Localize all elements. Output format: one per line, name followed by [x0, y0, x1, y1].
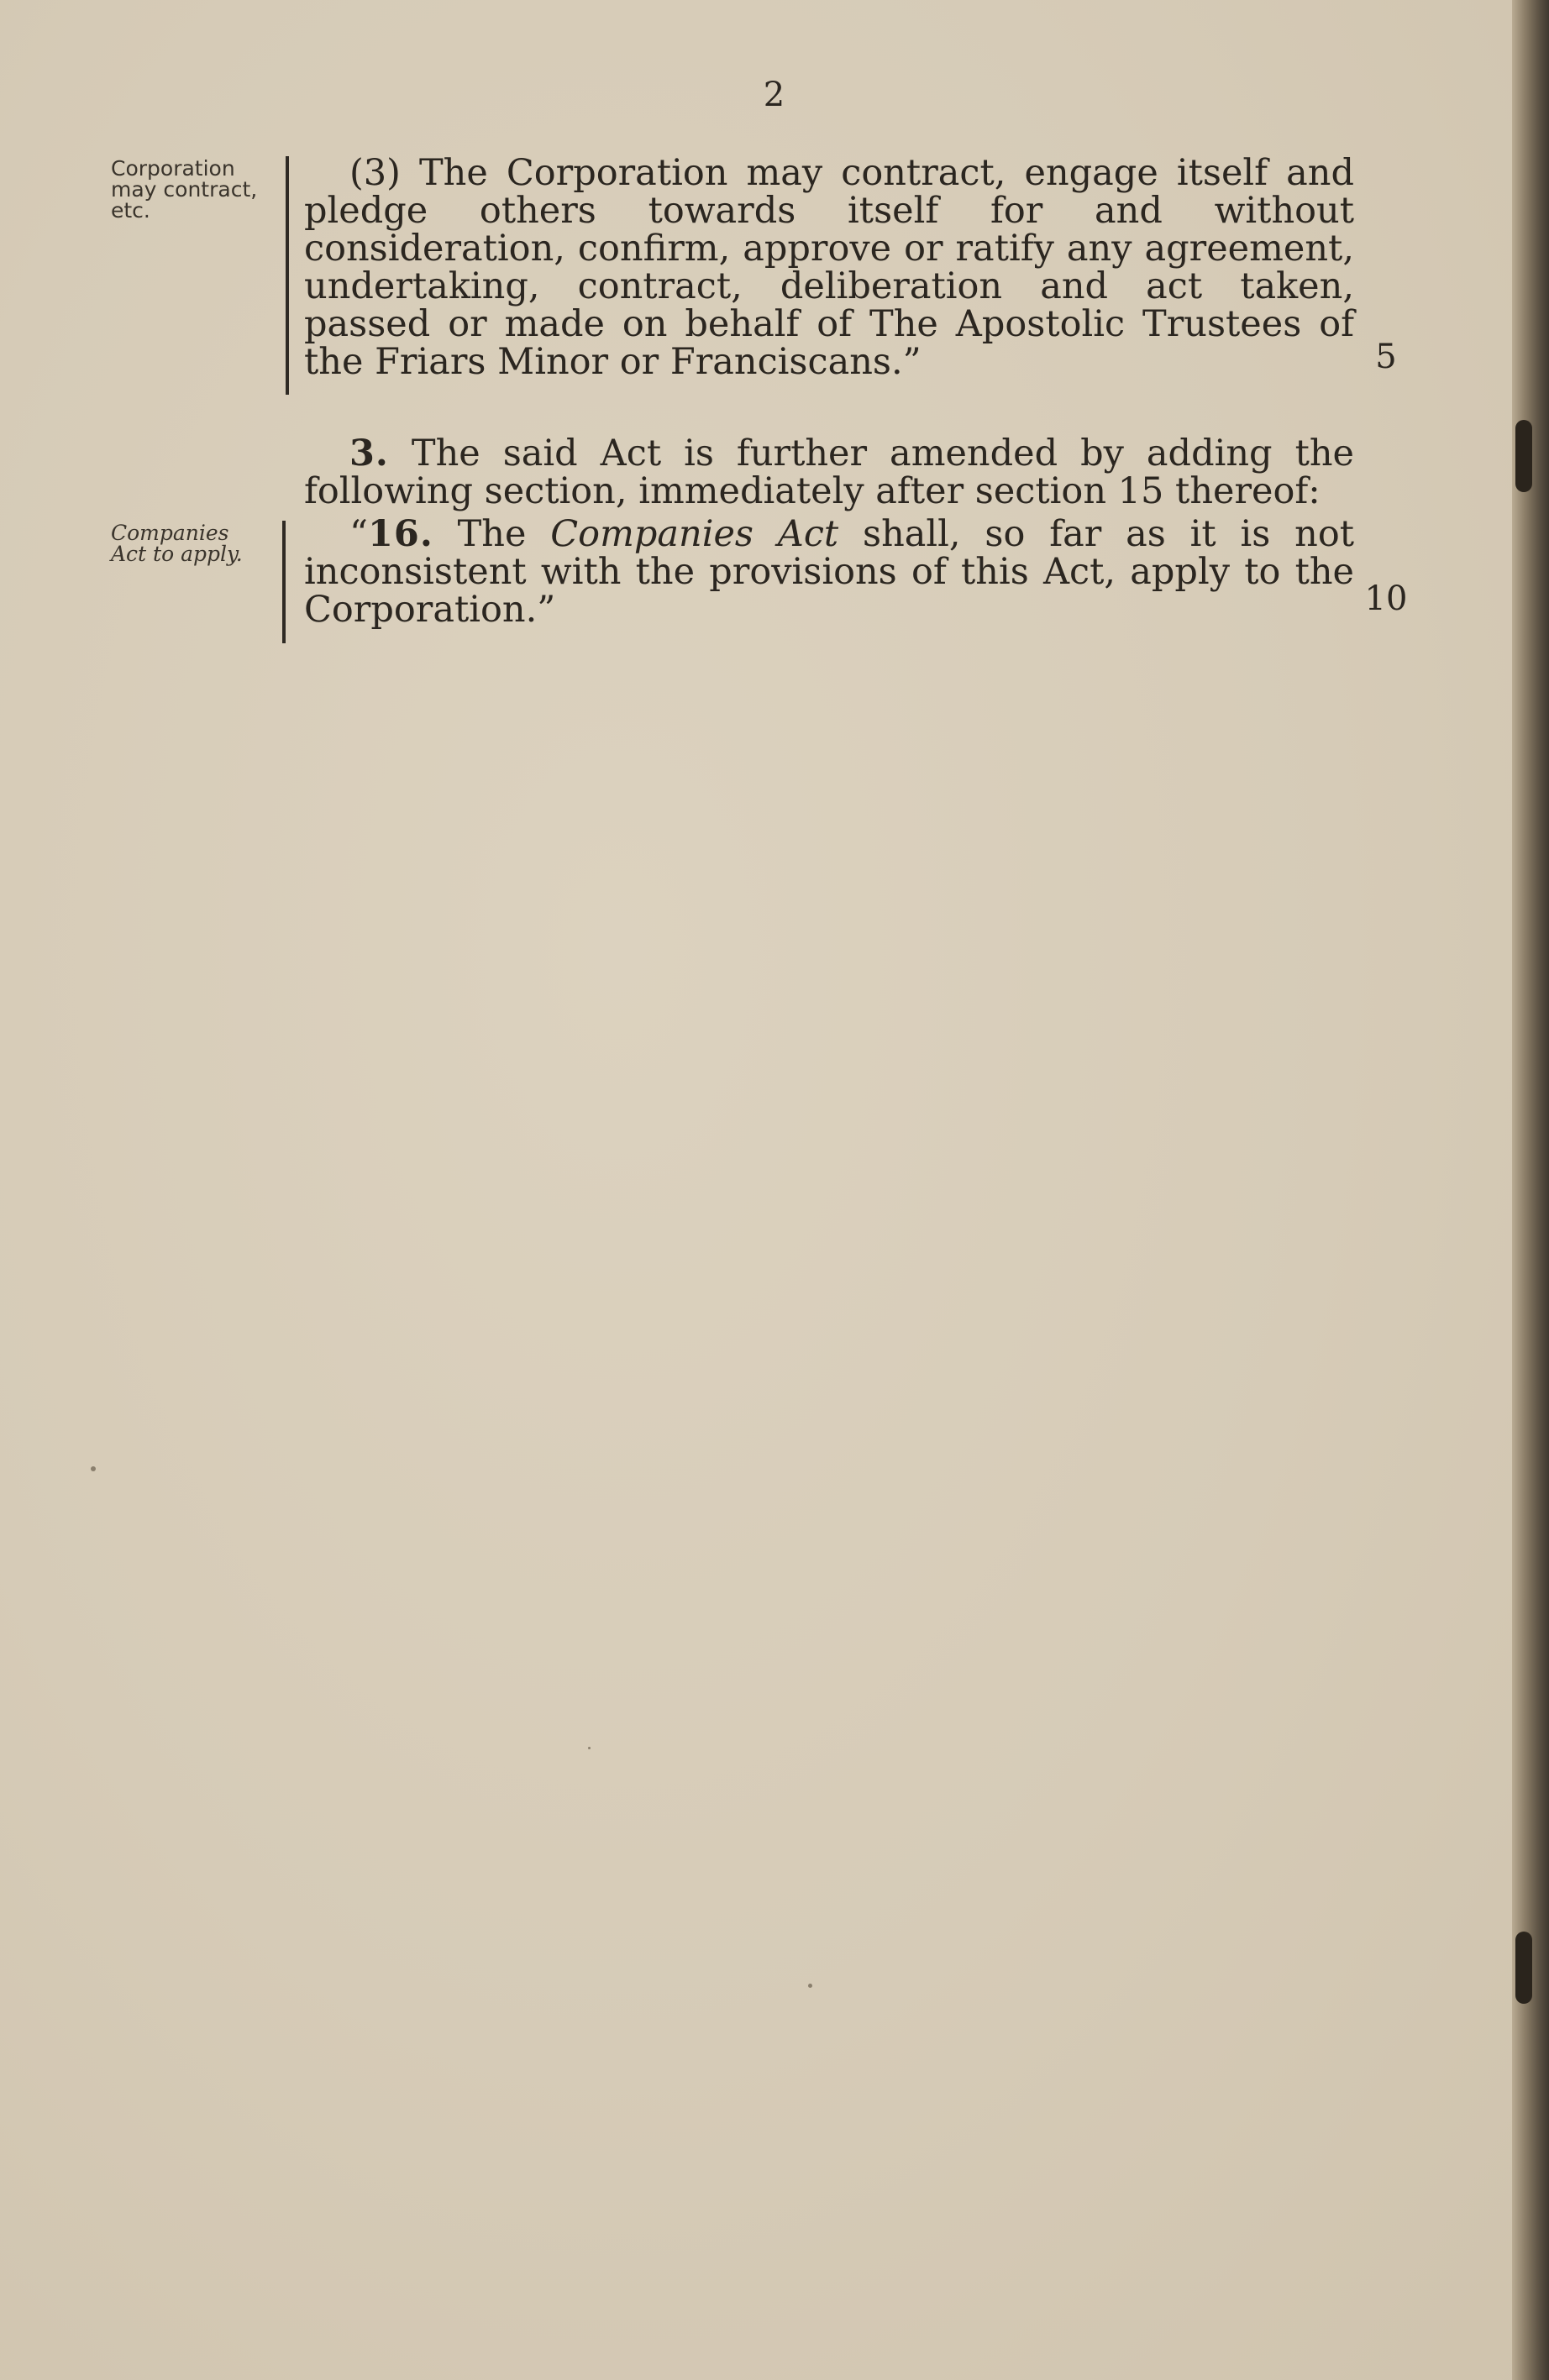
- clause-paragraph: (3) The Corporation may contract, engage itself and pledge others towards itself for and without consideration, confirm, approve or ratify any agreement, undertaking, contract, deliberation and act taken, passed or made on behalf of The Apostolic Trustees of the Friars Minor or Franciscans.”: [304, 152, 1354, 383]
- clause-text-block: [304, 152, 1354, 383]
- binding-edge-shadow: [1512, 0, 1549, 2380]
- paper-speck: [808, 1984, 812, 1988]
- amendment-intro-block: [304, 432, 1354, 512]
- new-section-paragraph: [304, 513, 1354, 631]
- sidenote-line: etc.: [111, 198, 150, 223]
- paper-speck: [588, 1747, 591, 1749]
- section-number: 3.: [349, 432, 389, 474]
- new-section-text-before: The: [457, 513, 527, 555]
- line-number: 10: [1364, 579, 1408, 618]
- new-section-text-after: shall, so far as it is not inconsistent with the provisions of this Act, apply to the Corporation.”: [304, 513, 1354, 631]
- margin-rule: [282, 521, 286, 643]
- sidenote-line: Companies: [111, 521, 229, 545]
- companies-act-title: Companies Act: [550, 513, 839, 555]
- sidenote-companies-act: [111, 522, 287, 564]
- sidenote-corporation-may-contract: [111, 158, 287, 221]
- sidenote-line: may contract,: [111, 177, 258, 202]
- binding-mark: [1515, 1932, 1532, 2004]
- paper-speck: [91, 1466, 96, 1471]
- page-number: 2: [763, 76, 786, 114]
- open-quote: “: [349, 513, 368, 555]
- new-section-block: [304, 513, 1354, 631]
- amendment-intro-text: The said Act is further amended by adding the following section, immediately after section 15 thereof:: [304, 432, 1354, 512]
- binding-mark: [1515, 420, 1532, 492]
- new-section-number: 16.: [367, 513, 433, 555]
- margin-rule: [286, 156, 289, 395]
- sidenote-line: Act to apply.: [111, 542, 243, 566]
- amendment-intro-paragraph: [304, 432, 1354, 512]
- sidenote-line: Corporation: [111, 156, 235, 181]
- line-number: 5: [1375, 338, 1397, 376]
